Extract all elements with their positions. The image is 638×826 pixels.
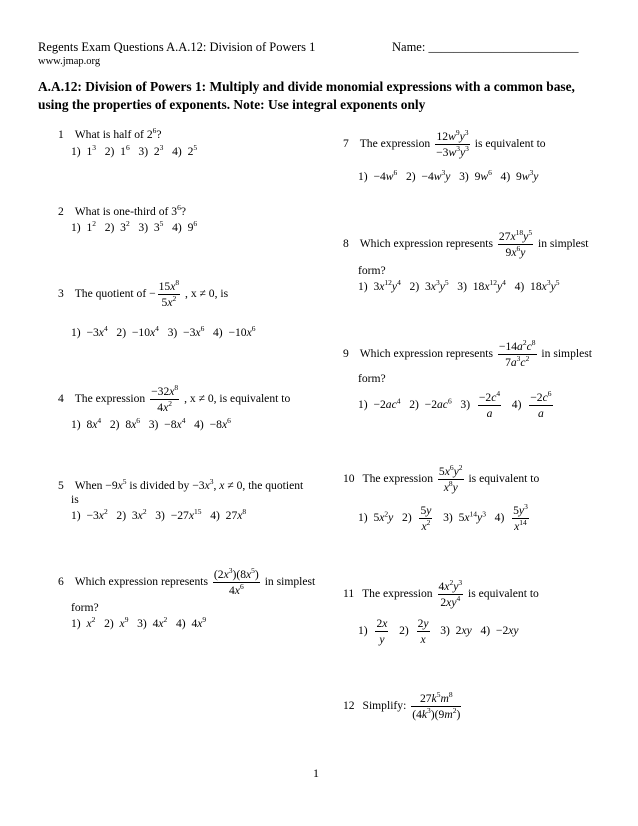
- question-number: 11: [343, 587, 355, 601]
- page-number: 1: [313, 766, 319, 780]
- question-5: [58, 479, 303, 493]
- question-6: [58, 567, 315, 598]
- question-1: [58, 128, 162, 142]
- question-stem: What is half of $2^6$?: [74, 126, 162, 141]
- fraction: $\frac{(2x^3)(8x^5)}{4x^6}$: [213, 566, 259, 597]
- question-12: [343, 691, 463, 722]
- condition-text: , x ≠ 0, is: [185, 287, 229, 301]
- answer-choices: 1) $5x^2y$ 2) $\frac{5y}{x^2}$ 3) $5x^{14}y^3$ 4) $\frac{5y^3}{x^{14}}$: [358, 502, 528, 533]
- question-stem: When $-9x^5$ is divided by $-3x^3$, x ≠ 0, the quotient: [74, 477, 304, 492]
- question-number: 8: [343, 237, 349, 251]
- question-number: 6: [58, 575, 64, 589]
- name-field-label: Name: ________________________: [392, 40, 579, 54]
- question-9: [343, 339, 592, 370]
- answer-choices: 1) $3x^{12}y^4$ 2) $3x^3y^5$ 3) $18x^{12}y^4$ 4) $18x^3y^5$: [358, 278, 560, 293]
- question-number: 7: [343, 137, 349, 151]
- question-8: [343, 229, 589, 260]
- question-7: [343, 129, 546, 160]
- question-number: 2: [58, 205, 64, 218]
- answer-choices: $1) -2ac^4$ $2) -2ac^6$ 3) $\frac{-2c^4}{a}$ 4) $\frac{-2c^6}{a}$: [358, 389, 552, 420]
- question-stem: The expression: [74, 392, 146, 406]
- answer-choices: 1) $1^2$ 2) $3^2$ 3) $3^5$ 4) $9^6$: [71, 219, 198, 234]
- question-stem: The expression: [362, 587, 433, 601]
- fraction: $\frac{15x^8}{5x^2}$: [158, 278, 180, 309]
- question-10: [343, 464, 539, 495]
- question-tail: is equivalent to: [468, 587, 539, 601]
- question-number: 12: [343, 699, 355, 713]
- question-11: [343, 579, 539, 610]
- question-number: 3: [58, 287, 64, 301]
- answer-choices: $1) -3x^4$ $2) -10x^4$ $3) -3x^6$ $4) -10x^6$: [71, 324, 256, 339]
- section-title: A.A.12: Division of Powers 1: Multiply and divide monomial expressions with a common base, using the properties of exponents. Note: Use integral exponents only: [38, 79, 575, 112]
- question-stem: The expression: [362, 472, 434, 486]
- fraction: $\frac{12w^9y^3}{-3w^3y^3}$: [436, 128, 469, 159]
- question-number: 5: [58, 479, 64, 492]
- question-continuation: is: [71, 493, 79, 506]
- answer-choices: $1) -4w^6$ $2) -4w^3y$ 3) $9w^6$ 4) $9w^3y$: [358, 168, 539, 183]
- fraction: $\frac{-32x^8}{4x^2}$: [151, 383, 179, 414]
- question-continuation: form?: [358, 264, 386, 277]
- question-stem: Which expression represents: [74, 575, 208, 589]
- fraction: $\frac{27k^5m^8}{(4k^3)(9m^2)}$: [412, 690, 461, 721]
- question-2: [58, 205, 186, 219]
- answer-choices: 1) $\frac{2x}{y}$ 2) $\frac{2y}{x}$ 3) 2xy 4) −2xy: [358, 617, 519, 646]
- question-number: 9: [343, 347, 349, 361]
- question-number: 10: [343, 472, 355, 486]
- question-3: 3 The quotient of − $\frac{15x^8}{5x^2}$ , x ≠ 0, is: [58, 278, 229, 309]
- answer-choices: 1) $x^2$ 2) $x^9$ 3) $4x^2$ 4) $4x^9$: [71, 615, 207, 630]
- question-tail: in simplest: [541, 347, 592, 361]
- fraction: $\frac{5x^6y^2}{x^8y}$: [438, 463, 463, 494]
- question-stem: Which expression represents: [359, 347, 493, 361]
- question-tail: is equivalent to: [468, 472, 540, 486]
- fraction: $\frac{-14a^2c^8}{7a^3c^2}$: [498, 338, 536, 369]
- answer-choices: $1) -3x^2$ 2) $3x^2$ $3) -27x^{15}$ 4) $27x^8$: [71, 507, 247, 522]
- question-tail: in simplest: [264, 575, 316, 589]
- condition-text: , x ≠ 0, is equivalent to: [184, 392, 291, 406]
- question-4: [58, 384, 290, 415]
- fraction: $\frac{4x^2y^3}{2xy^4}$: [438, 578, 463, 609]
- question-number: 4: [58, 392, 64, 406]
- question-tail: is equivalent to: [474, 137, 546, 151]
- site-url: www.jmap.org: [38, 56, 101, 67]
- question-continuation: form?: [358, 372, 386, 385]
- question-stem: Which expression represents: [359, 237, 493, 251]
- question-tail: in simplest: [537, 237, 589, 251]
- question-stem: The quotient of: [74, 287, 147, 301]
- question-continuation: form?: [71, 601, 99, 614]
- answer-choices: 1) $1^3$ 2) $1^6$ 3) $2^3$ 4) $2^5$: [71, 143, 198, 158]
- question-stem: The expression: [359, 137, 431, 151]
- fraction: $\frac{27x^{18}y^5}{9x^6y}$: [498, 228, 533, 259]
- answer-choices: 1) $8x^4$ 2) $8x^6$ $3) -8x^4$ $4) -8x^6$: [71, 416, 231, 431]
- question-stem: Simplify:: [362, 699, 407, 713]
- question-number: 1: [58, 128, 64, 141]
- doc-title: Regents Exam Questions A.A.12: Division of Powers 1: [38, 40, 316, 54]
- question-stem: What is one-third of $3^6$?: [74, 203, 186, 218]
